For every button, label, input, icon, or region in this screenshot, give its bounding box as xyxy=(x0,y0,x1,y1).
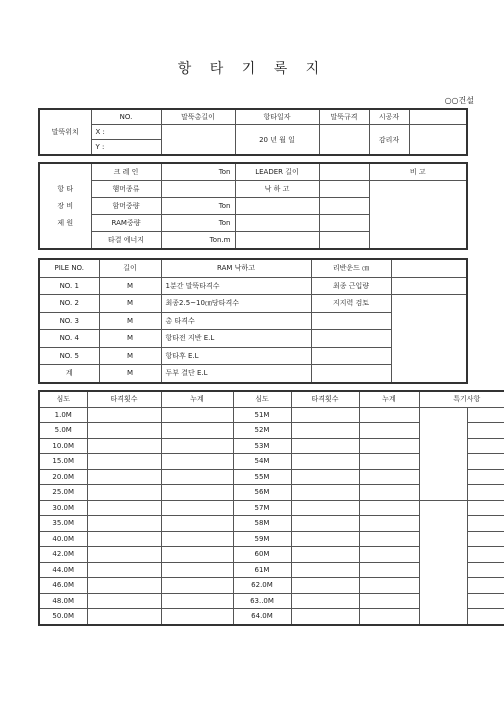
cumulative-cell[interactable] xyxy=(161,485,233,501)
depth-left: 1.0M xyxy=(39,407,87,423)
special-notes-cell[interactable] xyxy=(467,485,504,501)
cumulative-cell[interactable] xyxy=(161,547,233,563)
side-label-line-3: 제 원 xyxy=(57,218,74,227)
pile-record-table xyxy=(38,258,468,384)
cumulative-cell[interactable] xyxy=(359,438,419,454)
depth-left: 44.0M xyxy=(39,562,87,578)
pile-location-table xyxy=(38,108,468,156)
blow-count-cell[interactable] xyxy=(87,593,161,609)
special-notes-cell[interactable] xyxy=(467,578,504,594)
blow-count-cell[interactable] xyxy=(291,438,359,454)
pile-item-label: 총 타격수 xyxy=(161,312,311,330)
header-no: NO. xyxy=(91,109,161,125)
header-blow-count: 타격횟수 xyxy=(87,391,161,407)
pile-length-unit[interactable]: M xyxy=(99,347,161,365)
depth-left: 15.0M xyxy=(39,454,87,470)
cumulative-cell[interactable] xyxy=(359,469,419,485)
depth-right: 53M xyxy=(233,438,291,454)
cumulative-cell[interactable] xyxy=(359,423,419,439)
header-constructor: 시공자 xyxy=(369,109,409,125)
cumulative-cell[interactable] xyxy=(161,454,233,470)
blow-count-cell[interactable] xyxy=(291,407,359,423)
blow-count-cell[interactable] xyxy=(291,593,359,609)
company-name: ○○건설 xyxy=(444,96,474,105)
cumulative-cell[interactable] xyxy=(359,454,419,470)
equipment-side-label xyxy=(39,163,91,249)
constructor-value[interactable] xyxy=(409,109,467,125)
cumulative-cell[interactable] xyxy=(359,485,419,501)
blow-count-cell[interactable] xyxy=(291,547,359,563)
cumulative-cell[interactable] xyxy=(359,609,419,625)
special-notes-cell[interactable] xyxy=(467,531,504,547)
depth-right: 60M xyxy=(233,547,291,563)
header-pile-spec: 말뚝규격 xyxy=(319,109,369,125)
header-cumulative: 누계 xyxy=(161,391,233,407)
pile-item-label: 1분간 말뚝타격수 xyxy=(161,277,311,295)
pile-no: NO. 3 xyxy=(39,312,99,330)
header-cumulative: 누계 xyxy=(359,391,419,407)
depth-right: 57M xyxy=(233,500,291,516)
blow-count-cell[interactable] xyxy=(87,500,161,516)
depth-right: 64.0M xyxy=(233,609,291,625)
blow-count-cell[interactable] xyxy=(291,423,359,439)
pile-item-label: 항타전 지반 E.L xyxy=(161,330,311,348)
depth-left: 35.0M xyxy=(39,516,87,532)
header-rebound: 리반운드 ㎝ xyxy=(311,259,391,277)
crane-unit[interactable]: Ton xyxy=(161,163,235,181)
blow-count-cell[interactable] xyxy=(291,516,359,532)
pile-no: NO. 2 xyxy=(39,295,99,313)
blank-cell xyxy=(319,215,369,232)
blow-count-cell[interactable] xyxy=(87,469,161,485)
cumulative-cell[interactable] xyxy=(359,500,419,516)
special-notes-cell[interactable] xyxy=(467,500,504,516)
blank-cell xyxy=(235,215,319,232)
blow-count-cell[interactable] xyxy=(87,423,161,439)
hammer-type-value[interactable] xyxy=(161,181,235,198)
blow-count-cell[interactable] xyxy=(291,578,359,594)
hammer-weight-label: 함머중량 xyxy=(91,198,161,215)
blow-count-cell[interactable] xyxy=(87,485,161,501)
special-notes-cell[interactable] xyxy=(467,609,504,625)
pile-right-label: 최종 근입량 xyxy=(311,277,391,295)
pile-location-label: 말뚝위치 xyxy=(39,109,91,155)
header-pile-no: PILE NO. xyxy=(39,259,99,277)
blow-count-cell[interactable] xyxy=(291,531,359,547)
cumulative-cell[interactable] xyxy=(161,423,233,439)
blank-cell xyxy=(235,198,319,215)
special-notes-cell[interactable] xyxy=(419,407,467,500)
depth-right: 63..0M xyxy=(233,593,291,609)
pile-right-value[interactable] xyxy=(391,277,467,295)
equipment-table xyxy=(38,162,468,250)
depth-left: 10.0M xyxy=(39,438,87,454)
cumulative-cell[interactable] xyxy=(161,438,233,454)
header-depth: 심도 xyxy=(39,391,87,407)
pile-item-label: 두부 결단 E.L xyxy=(161,365,311,383)
blow-count-cell[interactable] xyxy=(87,578,161,594)
depth-left: 42.0M xyxy=(39,547,87,563)
depth-right: 54M xyxy=(233,454,291,470)
depth-right: 58M xyxy=(233,516,291,532)
pile-right-label xyxy=(311,312,391,330)
cumulative-cell[interactable] xyxy=(359,516,419,532)
rebound-value[interactable] xyxy=(391,259,467,277)
pile-no: NO. 4 xyxy=(39,330,99,348)
pile-no: NO. 5 xyxy=(39,347,99,365)
pile-no: NO. 1 xyxy=(39,277,99,295)
energy-label: 타결 에너지 xyxy=(91,232,161,250)
blank-cell xyxy=(319,232,369,250)
supervisor-value[interactable] xyxy=(409,125,467,156)
special-notes-cell[interactable] xyxy=(467,469,504,485)
depth-left: 40.0M xyxy=(39,531,87,547)
header-depth: 심도 xyxy=(233,391,291,407)
depth-log-body xyxy=(39,407,504,625)
pile-right-value[interactable] xyxy=(391,295,467,383)
blow-count-cell[interactable] xyxy=(87,562,161,578)
energy-unit[interactable]: Ton.m xyxy=(161,232,235,250)
blow-count-cell[interactable] xyxy=(87,609,161,625)
pile-spec-value[interactable] xyxy=(319,125,369,156)
depth-right: 59M xyxy=(233,531,291,547)
driving-date-field[interactable]: 20 년 월 일 xyxy=(235,125,319,156)
special-notes-cell[interactable] xyxy=(467,454,504,470)
special-notes-cell[interactable] xyxy=(419,500,467,625)
special-notes-cell[interactable] xyxy=(467,423,504,439)
depth-right: 62.0M xyxy=(233,578,291,594)
depth-left: 5.0M xyxy=(39,423,87,439)
pile-length-unit[interactable]: M xyxy=(99,365,161,383)
cumulative-cell[interactable] xyxy=(359,562,419,578)
hammer-weight-unit[interactable]: Ton xyxy=(161,198,235,215)
depth-left: 30.0M xyxy=(39,500,87,516)
drop-height-value[interactable] xyxy=(319,181,369,198)
depth-right: 61M xyxy=(233,562,291,578)
depth-right: 52M xyxy=(233,423,291,439)
depth-log-table xyxy=(38,390,504,626)
special-notes-cell[interactable] xyxy=(467,407,504,423)
pile-length-unit[interactable]: M xyxy=(99,312,161,330)
cumulative-cell[interactable] xyxy=(359,407,419,423)
header-length: 길이 xyxy=(99,259,161,277)
cumulative-cell[interactable] xyxy=(161,469,233,485)
depth-left: 50.0M xyxy=(39,609,87,625)
blow-count-cell[interactable] xyxy=(291,469,359,485)
cumulative-cell[interactable] xyxy=(359,593,419,609)
ram-weight-unit[interactable]: Ton xyxy=(161,215,235,232)
pile-length-unit[interactable]: M xyxy=(99,295,161,313)
blow-count-cell[interactable] xyxy=(87,516,161,532)
header-blow-count: 타격횟수 xyxy=(291,391,359,407)
hammer-type-label: 햄머종류 xyxy=(91,181,161,198)
cumulative-cell[interactable] xyxy=(161,500,233,516)
pile-total-label: 계 xyxy=(39,365,99,383)
blow-count-cell[interactable] xyxy=(291,500,359,516)
leader-length-value[interactable] xyxy=(319,163,369,181)
x-coordinate-label: X : xyxy=(91,125,161,140)
drop-height-label: 낙 하 고 xyxy=(235,181,319,198)
blow-count-cell[interactable] xyxy=(87,454,161,470)
cumulative-cell[interactable] xyxy=(161,407,233,423)
ram-weight-label: RAM중량 xyxy=(91,215,161,232)
blank-cell xyxy=(235,232,319,250)
header-driving-date: 항타일자 xyxy=(235,109,319,125)
y-coordinate-label: Y : xyxy=(91,140,161,156)
blow-count-cell[interactable] xyxy=(291,609,359,625)
depth-left: 46.0M xyxy=(39,578,87,594)
blow-count-cell[interactable] xyxy=(291,454,359,470)
blow-count-cell[interactable] xyxy=(87,438,161,454)
cumulative-cell[interactable] xyxy=(161,609,233,625)
depth-right: 55M xyxy=(233,469,291,485)
cumulative-cell[interactable] xyxy=(359,547,419,563)
blow-count-cell[interactable] xyxy=(291,485,359,501)
special-notes-cell[interactable] xyxy=(467,516,504,532)
header-special-notes: 특기사항 xyxy=(419,391,504,407)
special-notes-cell[interactable] xyxy=(467,562,504,578)
pile-right-label xyxy=(311,330,391,348)
total-length-value[interactable] xyxy=(161,125,235,156)
blow-count-cell[interactable] xyxy=(87,531,161,547)
side-label-line-1: 항 타 xyxy=(57,184,74,193)
blow-count-cell[interactable] xyxy=(87,407,161,423)
special-notes-cell[interactable] xyxy=(467,593,504,609)
cumulative-cell[interactable] xyxy=(161,593,233,609)
blow-count-cell[interactable] xyxy=(291,562,359,578)
leader-length-label: LEADER 길이 xyxy=(235,163,319,181)
pile-length-unit[interactable]: M xyxy=(99,330,161,348)
cumulative-cell[interactable] xyxy=(359,578,419,594)
pile-right-label xyxy=(311,365,391,383)
cumulative-cell[interactable] xyxy=(161,578,233,594)
depth-row xyxy=(39,500,504,516)
cumulative-cell[interactable] xyxy=(161,516,233,532)
supervisor-label: 감리자 xyxy=(369,125,409,156)
pile-length-unit[interactable]: M xyxy=(99,277,161,295)
remarks-value[interactable] xyxy=(369,181,467,250)
special-notes-cell[interactable] xyxy=(467,438,504,454)
blank-cell xyxy=(319,198,369,215)
header-ram-drop: RAM 낙하고 xyxy=(161,259,311,277)
depth-left: 48.0M xyxy=(39,593,87,609)
side-label-line-2: 장 비 xyxy=(57,201,74,210)
pile-right-label: 지지력 검토 xyxy=(311,295,391,313)
crane-label: 크 레 인 xyxy=(91,163,161,181)
pile-item-label: 최종2.5~10㎝당타격수 xyxy=(161,295,311,313)
cumulative-cell[interactable] xyxy=(359,531,419,547)
depth-left: 25.0M xyxy=(39,485,87,501)
pile-right-label xyxy=(311,347,391,365)
cumulative-cell[interactable] xyxy=(161,531,233,547)
depth-row xyxy=(39,407,504,423)
page-title: 항 타 기 록 지 xyxy=(177,61,327,77)
depth-right: 51M xyxy=(233,407,291,423)
special-notes-cell[interactable] xyxy=(467,547,504,563)
header-total-length: 말뚝총길이 xyxy=(161,109,235,125)
remarks-label: 비 고 xyxy=(369,163,467,181)
cumulative-cell[interactable] xyxy=(161,562,233,578)
depth-left: 20.0M xyxy=(39,469,87,485)
depth-right: 56M xyxy=(233,485,291,501)
blow-count-cell[interactable] xyxy=(87,547,161,563)
pile-item-label: 항타후 E.L xyxy=(161,347,311,365)
